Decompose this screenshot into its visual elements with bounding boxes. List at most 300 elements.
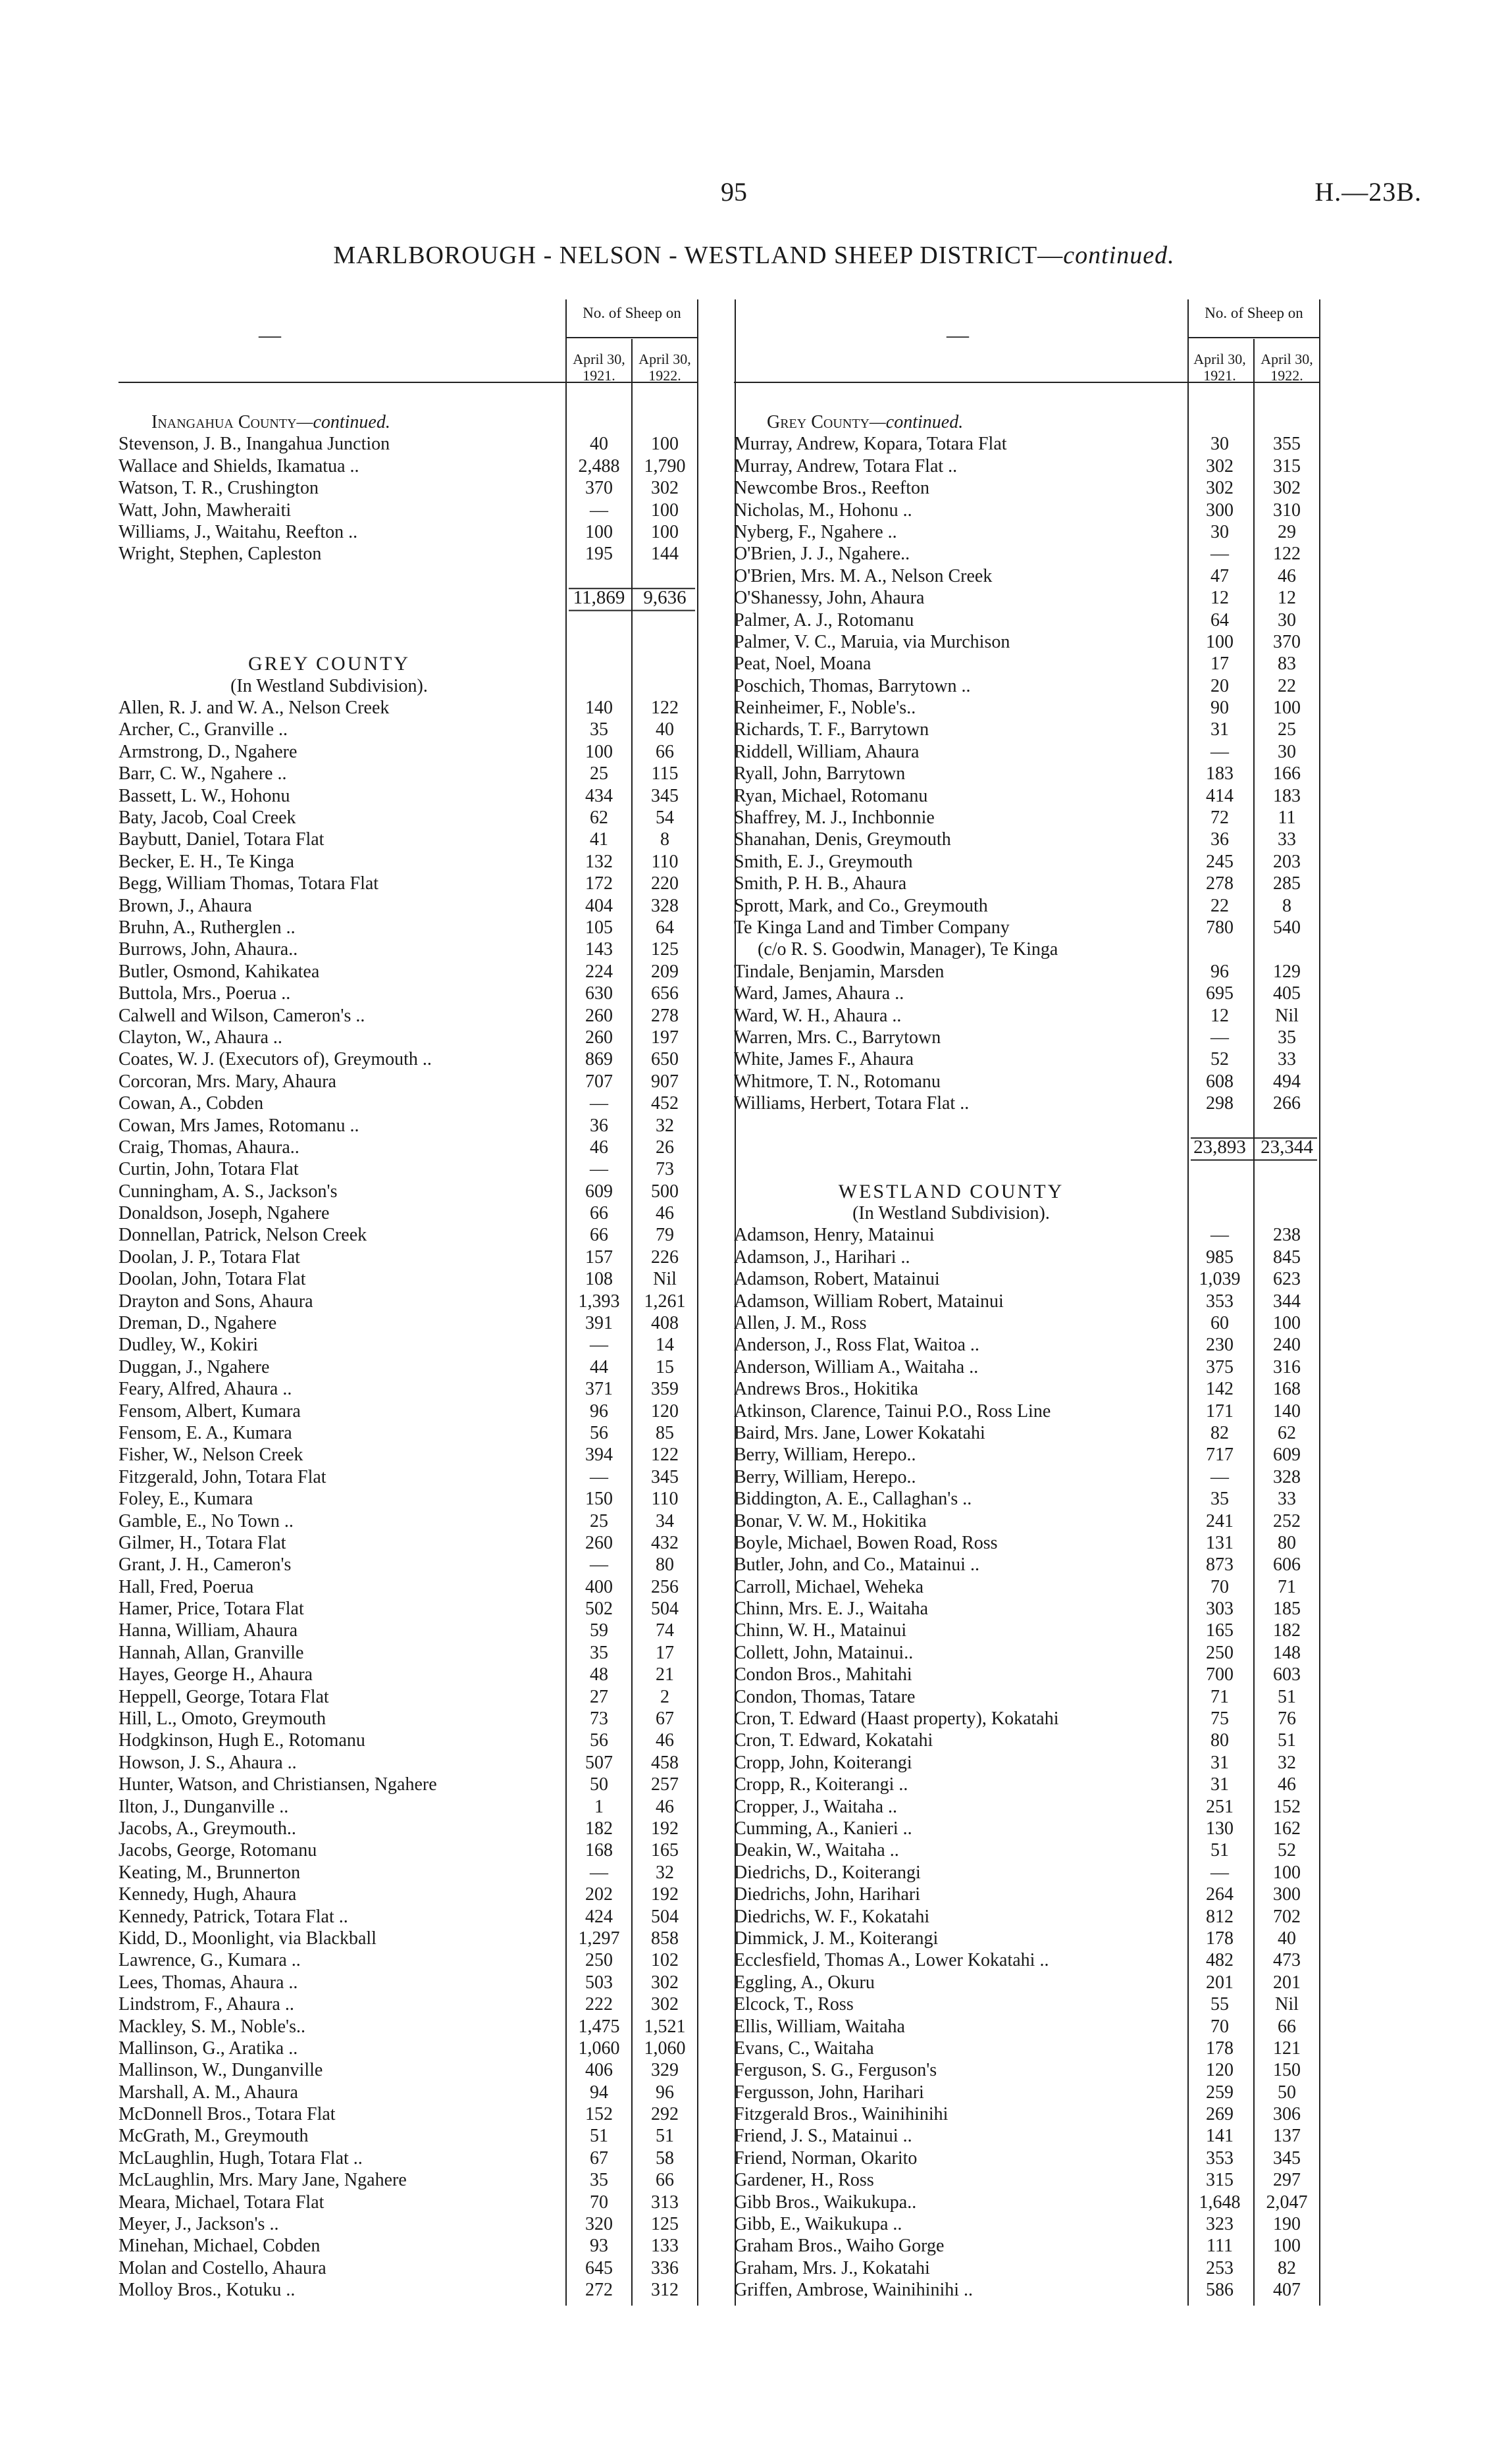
table-row [118,1972,777,1993]
table-row [734,1862,1392,1884]
sheep-1922: 345 [1273,2147,1301,2169]
sheep-1921: 56 [590,1422,608,1443]
sheep-1922: 133 [651,2236,679,2257]
sheep-1922: 1,521 [644,2016,686,2037]
sheep-1922: 656 [651,983,679,1004]
sheep-1922: 122 [651,698,679,719]
sheep-1922: 17 [656,1642,674,1663]
sheep-1921: 165 [1206,1620,1234,1641]
sheep-1922: 80 [1278,1532,1296,1553]
table-row [734,1576,1392,1598]
sheep-1921: 142 [1206,1379,1234,1400]
sheep-1921: 132 [585,851,613,872]
table-row [734,2103,1392,2125]
sheep-1921: 17 [1210,654,1229,675]
sheep-1922: 46 [656,1730,674,1751]
sheep-1922: 82 [1278,2257,1296,2278]
table-row [118,1906,777,1928]
owner-name: Bruhn, A., Rutherglen .. [118,917,296,938]
owner-name: O'Brien, Mrs. M. A., Nelson Creek [734,565,993,586]
owner-name: Condon, Thomas, Tatare [734,1686,916,1707]
table-row [118,1291,777,1312]
sheep-1922: 40 [656,719,674,740]
sheep-1921: 20 [1210,675,1229,696]
sheep-1921: 47 [1210,565,1229,586]
sheep-1922: 129 [1273,961,1301,982]
table-row [118,2147,777,2169]
owner-name: Donaldson, Joseph, Ngahere [118,1203,330,1224]
owner-name: Doolan, John, Totara Flat [118,1269,306,1290]
owner-name: Fisher, W., Nelson Creek [118,1445,303,1466]
table-row [734,1005,1392,1027]
owner-name: Kidd, D., Moonlight, via Blackball [118,1928,377,1949]
sheep-1922: 540 [1273,917,1301,938]
owner-name: Mallinson, G., Aratika .. [118,2038,298,2059]
sheep-1921: 150 [585,1489,613,1510]
owner-name: Baird, Mrs. Jane, Lower Kokatahi [734,1422,985,1443]
sheep-1922: 34 [656,1510,674,1531]
sheep-1922: 504 [651,1599,679,1620]
sheep-1921: 298 [1206,1093,1234,1114]
sheep-1921: 1,393 [578,1291,620,1312]
sheep-1921: 48 [590,1664,608,1685]
sheep-1922: 33 [1278,1489,1296,1510]
sheep-1922: 405 [1273,983,1301,1004]
sheep-1921: 51 [590,2126,608,2147]
owner-name: Becker, E. H., Te Kinga [118,851,294,872]
sheep-1921: 36 [1210,829,1229,850]
table-row [734,433,1392,455]
sheep-1921: 985 [1206,1246,1234,1268]
sheep-1921: 168 [585,1840,613,1861]
table-row [118,1884,777,1905]
sheep-1921: 64 [1210,609,1229,630]
document-reference: H.—23B. [1314,177,1422,207]
county-total-row [118,587,777,609]
county-sub-text: (In Westland Subdivision). [852,1203,1050,1224]
sheep-1922: 32 [1278,1752,1296,1773]
table-row [734,829,1392,850]
table-row [734,587,1392,609]
county-sub-text: (In Westland Subdivision). [230,675,428,696]
sheep-1922: 32 [656,1115,674,1136]
owner-name: Gibb Bros., Waikukupa.. [734,2192,917,2213]
sheep-1921: 2,488 [578,455,620,476]
sheep-1921: 630 [585,983,613,1004]
sheep-1921: 12 [1210,1005,1229,1026]
sheep-1921: 315 [1206,2170,1234,2191]
sheep-1922: 66 [1278,2016,1296,2037]
sheep-1922: 54 [656,808,674,829]
spacer-row [734,1115,1392,1137]
sheep-1921: 370 [585,478,613,499]
table-row [734,1488,1392,1510]
sheep-1922: 183 [1273,785,1301,806]
owner-name: Ilton, J., Dunganville .. [118,1796,289,1817]
owner-name: Smith, E. J., Greymouth [734,851,913,872]
sheep-1922: 115 [651,763,679,784]
table-row [118,785,777,807]
sheep-1921: 75 [1210,1708,1229,1730]
owner-name: Fitzgerald Bros., Wainihinihi [734,2104,949,2125]
owner-name: Palmer, V. C., Maruia, via Murchison [734,631,1010,652]
table-row [734,1993,1392,2015]
sheep-1922: 110 [651,851,679,872]
owner-name: Mackley, S. M., Noble's.. [118,2016,305,2037]
spacer-row [734,1158,1392,1180]
owner-name: Dreman, D., Ngahere [118,1313,277,1334]
sheep-1921: 707 [585,1071,613,1092]
sheep-1922: 74 [656,1620,674,1641]
owner-name: Heppell, George, Totara Flat [118,1686,329,1707]
sheep-1922: 256 [651,1576,679,1597]
owner-name: Smith, P. H. B., Ahaura [734,873,907,894]
table-row [118,1115,777,1137]
sheep-1921: — [1210,544,1229,565]
table-row [734,631,1392,653]
sheep-1921: 131 [1206,1532,1234,1553]
owner-name: Begg, William Thomas, Totara Flat [118,873,379,894]
sheep-1922: 21 [656,1664,674,1685]
sheep-1921: 70 [1210,1576,1229,1597]
spacer-row [118,631,777,653]
year-1921-header: April 30, 1921. [573,351,625,384]
sheep-1922: 845 [1273,1246,1301,1268]
table-row [734,1598,1392,1620]
sheep-1921: 586 [1206,2280,1234,2301]
left-table-body [118,411,777,2301]
table-row [118,1730,777,1751]
table-row [118,1048,777,1070]
table-row [118,2192,777,2213]
owner-name: Nyberg, F., Ngahere .. [734,521,897,542]
sheep-1922: 297 [1273,2170,1301,2191]
county-sub [118,675,777,697]
sheep-1921: 31 [1210,1774,1229,1795]
owner-name: Diedrichs, W. F., Kokatahi [734,1906,930,1927]
sheep-1922: 140 [1273,1400,1301,1422]
sheep-1921: 143 [585,939,613,960]
sheep-1921: 172 [585,873,613,894]
owner-name: Ecclesfield, Thomas A., Lower Kokatahi .. [734,1950,1049,1971]
table-row [734,1334,1392,1356]
sheep-1921: 80 [1210,1730,1229,1751]
sheep-1922: 71 [1278,1576,1296,1597]
sheep-1921: 25 [590,1510,608,1531]
owner-name: Coates, W. J. (Executors of), Greymouth .. [118,1049,432,1070]
sheep-1922: 122 [651,1445,679,1466]
continued-label: —continued. [869,412,964,432]
table-row [118,433,777,455]
left-table-header [118,299,777,408]
owner-name: Kennedy, Hugh, Ahaura [118,1884,297,1905]
owner-name: Cumming, A., Kanieri .. [734,1818,912,1839]
sheep-1921: 873 [1206,1554,1234,1576]
sheep-1921: 507 [585,1752,613,1773]
sheep-1921: 12 [1210,588,1229,609]
sheep-1921: 56 [590,1730,608,1751]
header-dash: — [947,323,969,347]
sheep-1922: 125 [651,939,679,960]
sheep-1921: 70 [590,2192,608,2213]
table-row [734,1268,1392,1290]
sheep-1921: 302 [1206,455,1234,476]
sheep-1921: 269 [1206,2104,1234,2125]
sheep-1922: 310 [1273,500,1301,521]
sheep-1921: 52 [1210,1049,1229,1070]
owner-name: Evans, C., Waitaha [734,2038,874,2059]
table-row [734,1312,1392,1334]
sheep-1921: 51 [1210,1840,1229,1861]
sheep-1922: 79 [656,1225,674,1246]
owner-name: Allen, R. J. and W. A., Nelson Creek [118,698,390,719]
owner-name: Elcock, T., Ross [734,1994,854,2015]
sheep-1922: 120 [651,1400,679,1422]
sheep-1922: 182 [1273,1620,1301,1641]
page-header [0,176,1508,216]
table-row [118,1071,777,1092]
sheep-1921: 414 [1206,785,1234,806]
owner-name: Barr, C. W., Ngahere .. [118,763,287,784]
sheep-1922: 858 [651,1928,679,1949]
right-table-header [734,299,1392,408]
table-row [734,1554,1392,1576]
sheep-1921: 695 [1206,983,1234,1004]
owner-name: Fensom, E. A., Kumara [118,1422,292,1443]
owner-name: Burrows, John, Ahaura.. [118,939,298,960]
sheep-1921: — [1210,741,1229,762]
table-row [734,2279,1392,2301]
table-row [118,1576,777,1598]
owner-name: Berry, William, Herepo.. [734,1466,916,1487]
sheep-1921: 780 [1206,917,1234,938]
sheep-count-header: No. of Sheep on [583,305,681,321]
sheep-1921: 1,297 [578,1928,620,1949]
owner-name: Collett, John, Matainui.. [734,1642,914,1663]
sheep-1922: 22 [1278,675,1296,696]
sheep-1922: Nil [653,1269,677,1290]
sheep-1922: 345 [651,1466,679,1487]
sheep-count-header: No. of Sheep on [1205,305,1303,321]
sheep-1922: 80 [656,1554,674,1576]
owner-name: Corcoran, Mrs. Mary, Ahaura [118,1071,336,1092]
table-row [734,1224,1392,1246]
table-row [118,1752,777,1774]
sheep-1921: 31 [1210,1752,1229,1773]
table-row [734,1291,1392,1312]
sheep-1921: 55 [1210,1994,1229,2015]
table-row [734,1027,1392,1048]
sheep-1922: 2 [660,1686,669,1707]
owner-name: Fergusson, John, Harihari [734,2082,924,2103]
table-row [734,851,1392,873]
owner-name: Butler, John, and Co., Matainui .. [734,1554,979,1576]
sheep-1921: 35 [590,719,608,740]
table-row [118,1005,777,1027]
sheep-1922: 30 [1278,741,1296,762]
owner-name: Richards, T. F., Barrytown [734,719,929,740]
sheep-1922: 240 [1273,1335,1301,1356]
owner-name: Warren, Mrs. C., Barrytown [734,1027,941,1048]
sheep-1922: 12 [1278,588,1296,609]
table-row [734,1048,1392,1070]
sheep-1921: 241 [1206,1510,1234,1531]
header-dash: — [259,323,281,347]
owner-name: Hunter, Watson, and Christiansen, Ngahere [118,1774,437,1795]
sheep-1921: 812 [1206,1906,1234,1927]
sheep-1921: — [1210,1466,1229,1487]
table-row [734,1972,1392,1993]
sheep-1921: 375 [1206,1356,1234,1377]
sheep-1921: 44 [590,1356,608,1377]
sheep-1921: 353 [1206,1291,1234,1312]
sheep-1922: 285 [1273,873,1301,894]
sheep-1921: 250 [1206,1642,1234,1663]
table-row [734,2257,1392,2279]
sheep-1921: 260 [585,1005,613,1026]
owner-name: Baybutt, Daniel, Totara Flat [118,829,325,850]
table-row [118,1137,777,1158]
sheep-1921: 140 [585,698,613,719]
sheep-1922: 62 [1278,1422,1296,1443]
sheep-1921: 157 [585,1246,613,1268]
owner-name: Cron, T. Edward, Kokatahi [734,1730,933,1751]
owner-name: Hanna, William, Ahaura [118,1620,298,1641]
owner-name: Hannah, Allan, Granville [118,1642,304,1663]
table-row [734,1818,1392,1839]
table-row [118,1554,777,1576]
sheep-1921: 178 [1206,1928,1234,1949]
table-row [118,697,777,719]
owner-name: Chinn, Mrs. E. J., Waitaha [734,1599,929,1620]
sheep-1922: 201 [1273,1972,1301,1993]
owner-name: Ryan, Michael, Rotomanu [734,785,928,806]
page-number: 95 [721,177,747,207]
sheep-1921: 66 [590,1225,608,1246]
sheep-1921: 96 [590,1400,608,1422]
owner-name: Grant, J. H., Cameron's [118,1554,292,1576]
owner-name: Williams, J., Waitahu, Reefton .. [118,521,358,542]
sheep-1922: 166 [1273,763,1301,784]
owner-name: Hall, Fred, Poerua [118,1576,254,1597]
table-row [734,1356,1392,1378]
table-row [118,455,777,477]
owner-name: Armstrong, D., Ngahere [118,741,298,762]
year-1921-header: April 30, 1921. [1193,351,1246,384]
table-row [118,1422,777,1444]
sheep-1922: 203 [1273,851,1301,872]
sheep-1921: 35 [590,1642,608,1663]
sheep-1921: — [590,1554,608,1576]
owner-name: Mallinson, W., Dunganville [118,2060,323,2081]
sheep-1922: 355 [1273,434,1301,455]
table-row [118,719,777,740]
sheep-1922: 30 [1278,609,1296,630]
owner-name: Hodgkinson, Hugh E., Rotomanu [118,1730,365,1751]
table-row [734,1466,1392,1488]
sheep-1921: 111 [1207,2236,1233,2257]
sheep-1922: 85 [656,1422,674,1443]
county-title [118,653,777,675]
owner-name: Sprott, Mark, and Co., Greymouth [734,895,988,916]
sheep-1921: 25 [590,763,608,784]
table-row [118,1862,777,1884]
sheep-1921: 130 [1206,1818,1234,1839]
sheep-1922: 278 [651,1005,679,1026]
sheep-1922: 1,060 [644,2038,686,2059]
sheep-1921: 35 [1210,1489,1229,1510]
owner-name: Carroll, Michael, Weheka [734,1576,924,1597]
owner-name: Stevenson, J. B., Inangahua Junction [118,434,390,455]
owner-name: McDonnell Bros., Totara Flat [118,2104,336,2125]
owner-name: Nicholas, M., Hohonu .. [734,500,912,521]
owner-name: Cowan, A., Cobden [118,1093,264,1114]
owner-name: Shanahan, Denis, Greymouth [734,829,951,850]
table-row [118,2016,777,2038]
sheep-1922: 238 [1273,1225,1301,1246]
table-row [118,1378,777,1400]
table-row [118,1839,777,1861]
sheep-1922: 8 [660,829,669,850]
sheep-1922: 226 [651,1246,679,1268]
table-row [734,675,1392,697]
sheep-1921: 259 [1206,2082,1234,2103]
table-row [118,521,777,543]
table-row [118,2125,777,2147]
sheep-1921: 50 [590,1774,608,1795]
sheep-1921: 264 [1206,1884,1234,1905]
table-row [118,1664,777,1685]
owner-name: Adamson, J., Harihari .. [734,1246,910,1268]
owner-name: Cunningham, A. S., Jackson's [118,1181,338,1202]
sheep-1921: 73 [590,1708,608,1730]
sheep-1922: 102 [651,1950,679,1971]
sheep-1922: 73 [656,1159,674,1180]
sheep-1922: 185 [1273,1599,1301,1620]
sheep-1922: 650 [651,1049,679,1070]
sheep-1922: 302 [1273,478,1301,499]
table-row [118,1949,777,1971]
sheep-1922: 66 [656,2170,674,2191]
sheep-1922: 122 [1273,544,1301,565]
sheep-1922: 494 [1273,1071,1301,1092]
table-row [118,1312,777,1334]
sheep-1921: 46 [590,1137,608,1158]
sheep-1922: 209 [651,961,679,982]
sheep-1921: 260 [585,1027,613,1048]
owner-name: Marshall, A. M., Ahaura [118,2082,298,2103]
table-row [734,1774,1392,1795]
sheep-1922: 606 [1273,1554,1301,1576]
table-row [734,1422,1392,1444]
owner-name: Boyle, Michael, Bowen Road, Ross [734,1532,998,1553]
owner-name: Allen, J. M., Ross [734,1313,867,1334]
table-row [734,2016,1392,2038]
owner-name: Kennedy, Patrick, Totara Flat .. [118,1906,348,1927]
table-row [734,2169,1392,2191]
owner-name: Calwell and Wilson, Cameron's .. [118,1005,365,1026]
sheep-1921: 230 [1206,1335,1234,1356]
owner-name: Wallace and Shields, Ikamatua .. [118,455,359,476]
sheep-1922: 1,790 [644,455,686,476]
owner-name: Graham Bros., Waiho Gorge [734,2236,945,2257]
sheep-1921: 391 [585,1313,613,1334]
table-row [118,917,777,938]
county-total-row [734,1137,1392,1158]
sheep-1921: 400 [585,1576,613,1597]
table-row [118,1928,777,1949]
table-row [118,1686,777,1708]
